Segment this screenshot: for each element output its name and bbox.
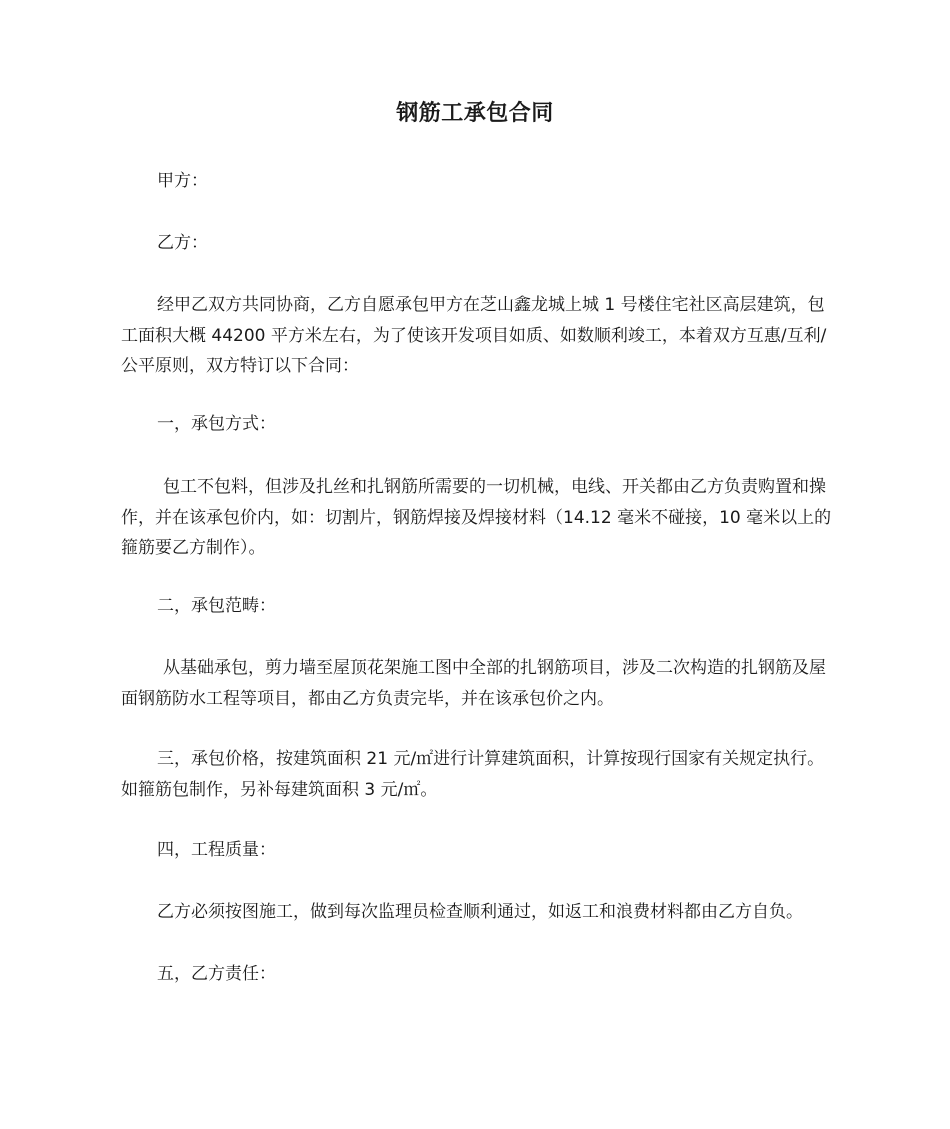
document-title: 钢筋工承包合同 [396, 101, 554, 126]
party-a-line: 甲方： [157, 171, 208, 191]
section-5-heading: 五，乙方责任： [157, 964, 276, 984]
party-b-line: 乙方： [157, 233, 208, 253]
section-1-body: 包工不包料，但涉及扎丝和扎钢筋所需要的一切机械，电线、开关都由乙方负责购置和操作，并在该承包价内，如：切割片，钢筋焊接及焊接材料（14.12 毫米不碰接，10 毫米以上的箍筋要乙方制作）。 [121, 477, 832, 558]
section-4-body: 乙方必须按图施工，做到每次监理员检查顺利通过，如返工和浪费材料都由乙方自负。 [157, 902, 803, 922]
section-2-body: 从基础承包，剪力墙至屋顶花架施工图中全部的扎钢筋项目，涉及二次构造的扎钢筋及屋面钢筋防水工程等项目，都由乙方负责完毕，并在该承包价之内。 [121, 658, 826, 709]
section-3-paragraph: 三，承包价格，按建筑面积 21 元/㎡进行计算建筑面积，计算按现行国家有关规定执行。如箍筋包制作，另补每建筑面积 3 元/㎡。 [121, 749, 825, 800]
section-2-heading: 二，承包范畴： [157, 596, 276, 616]
section-4-heading: 四，工程质量： [157, 840, 276, 860]
intro-paragraph: 经甲乙双方共同协商，乙方自愿承包甲方在芝山鑫龙城上城 1 号楼住宅社区高层建筑，包工面积大概 44200 平方米左右，为了使该开发项目如质、如数顺利竣工，本着双方互惠/互利/公平原则，双方特订以下合同： [121, 295, 827, 376]
section-1-heading: 一，承包方式： [157, 414, 276, 434]
